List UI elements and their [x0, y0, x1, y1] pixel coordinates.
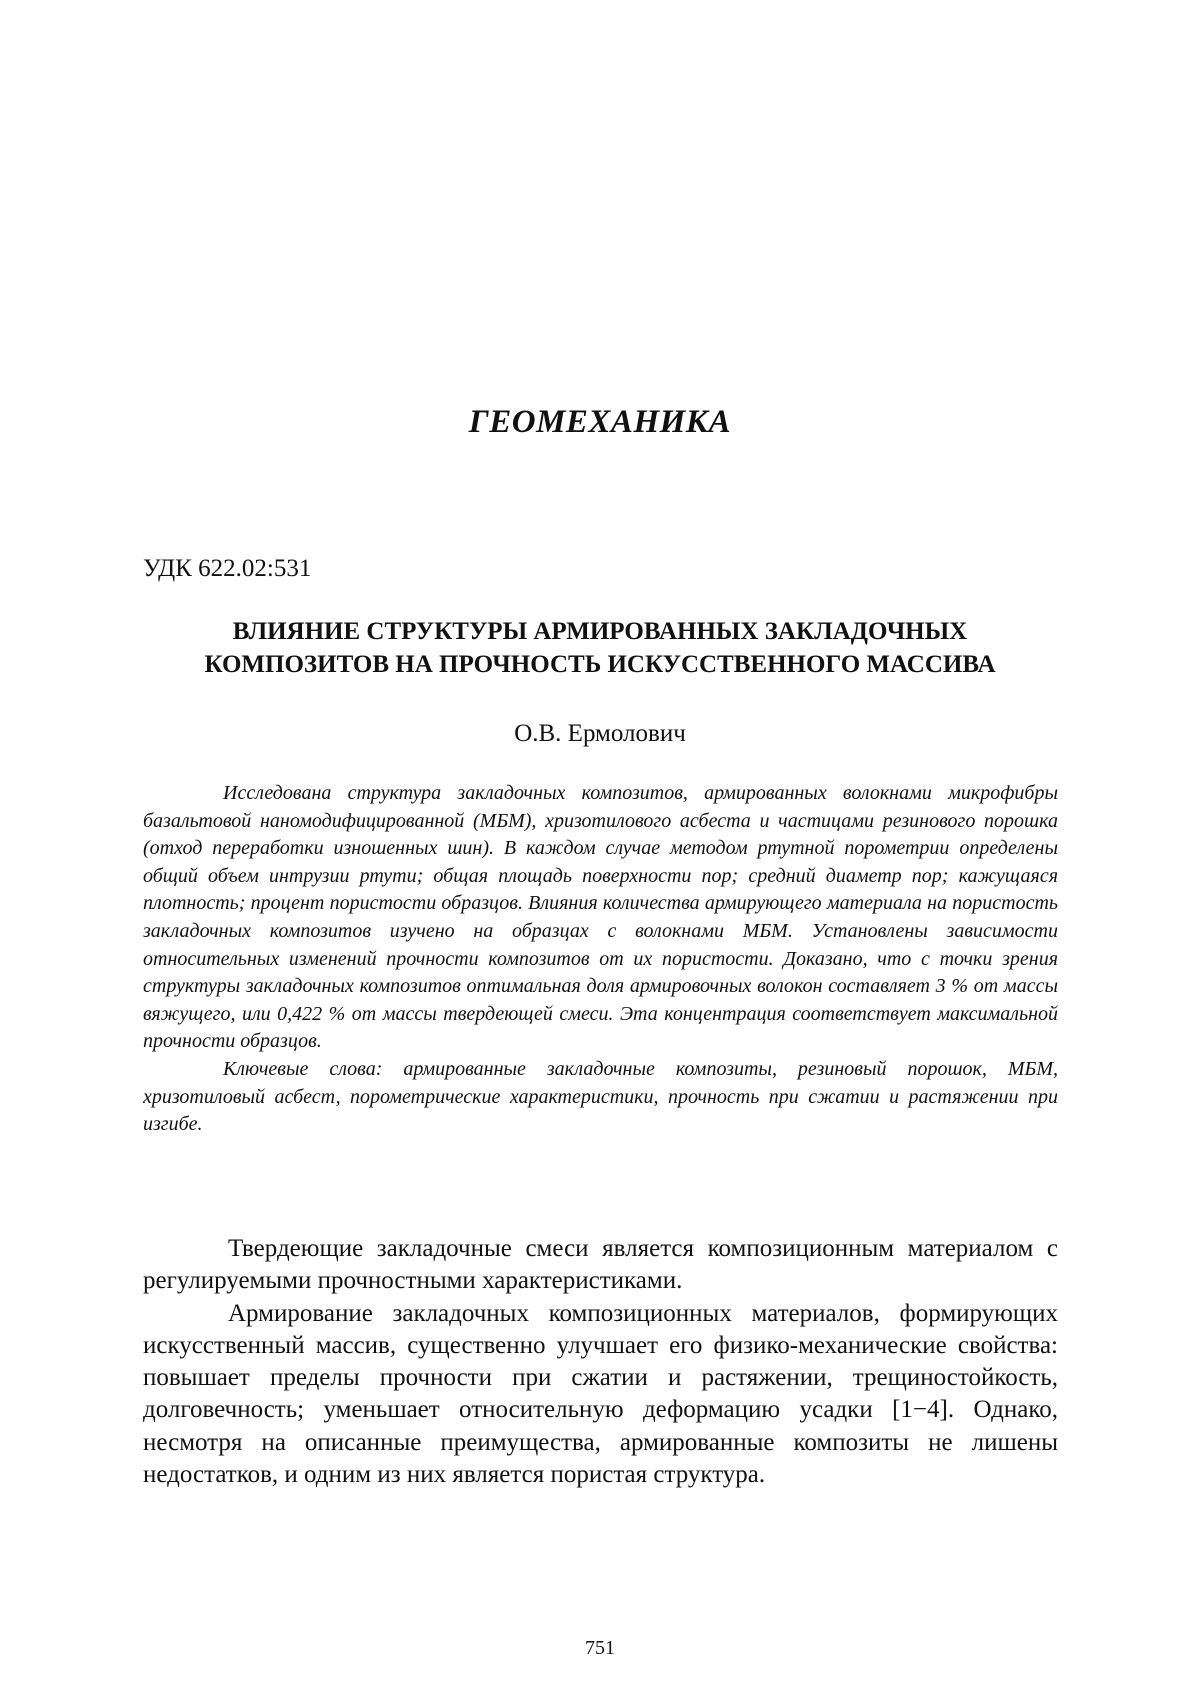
section-heading: ГЕОМЕХАНИКА	[468, 404, 732, 440]
article-title	[130, 615, 1070, 681]
author-name: О.В. Ермолович	[514, 720, 686, 747]
article-title-line-1: ВЛИЯНИЕ СТРУКТУРЫ АРМИРОВАННЫХ ЗАКЛАДОЧНЫХ	[232, 618, 968, 645]
abstract	[143, 780, 1058, 1139]
article-title-line-2: КОМПОЗИТОВ НА ПРОЧНОСТЬ ИСКУССТВЕННОГО МАССИВА	[204, 651, 996, 678]
page-number: 751	[585, 1637, 615, 1659]
body-text	[143, 1233, 1058, 1491]
keywords: Ключевые слова: армированные закладочные композиты, резиновый порошок, МБМ, хризотиловый асбест, порометрические характеристики, прочность при сжатии и растяжении при изгибе.	[143, 1057, 1058, 1136]
abstract-text: Исследована структура закладочных композитов, армированных волокнами микрофибры базальтовой наномодифицированной (МБМ), хризотилового асбеста и частицами резинового порошка (отход переработки изношенных шин). В каждом случае методом ртутной порометрии определены общий объем интрузии ртути; общая площадь поверхности пор; средний диаметр пор; кажущаяся плотность; процент пористости образцов. Влияния количества армирующего материала на пористость закладочных композитов изучено на образцах с волокнами МБМ. Установлены зависимости относительных изменений прочности композитов от их пористости. Доказано, что с точки зрения структуры закладочных композитов оптимальная доля армировочных волокон составляет 3 % от массы вяжущего, или 0,422 % от массы твердеющей смеси. Эта концентрация соответствует максимальной прочности образцов.	[143, 782, 1058, 1053]
body-paragraph-1: Твердеющие закладочные смеси является композиционным материалом с регулируемыми прочностными характеристиками.	[143, 1235, 1058, 1295]
udk-code: УДК 622.02:531	[143, 555, 312, 582]
body-paragraph-2: Армирование закладочных композиционных материалов, формирующих искусственный массив, существенно улучшает его физико-механические свойства: повышает пределы прочности при сжатии и растяжении, трещиностойкость, долговечность; уменьшает относительную деформацию усадки [1−4]. Однако, несмотря на описанные преимущества, армированные композиты не лишены недостатков, и одним из них является пористая структура.	[143, 1299, 1058, 1489]
